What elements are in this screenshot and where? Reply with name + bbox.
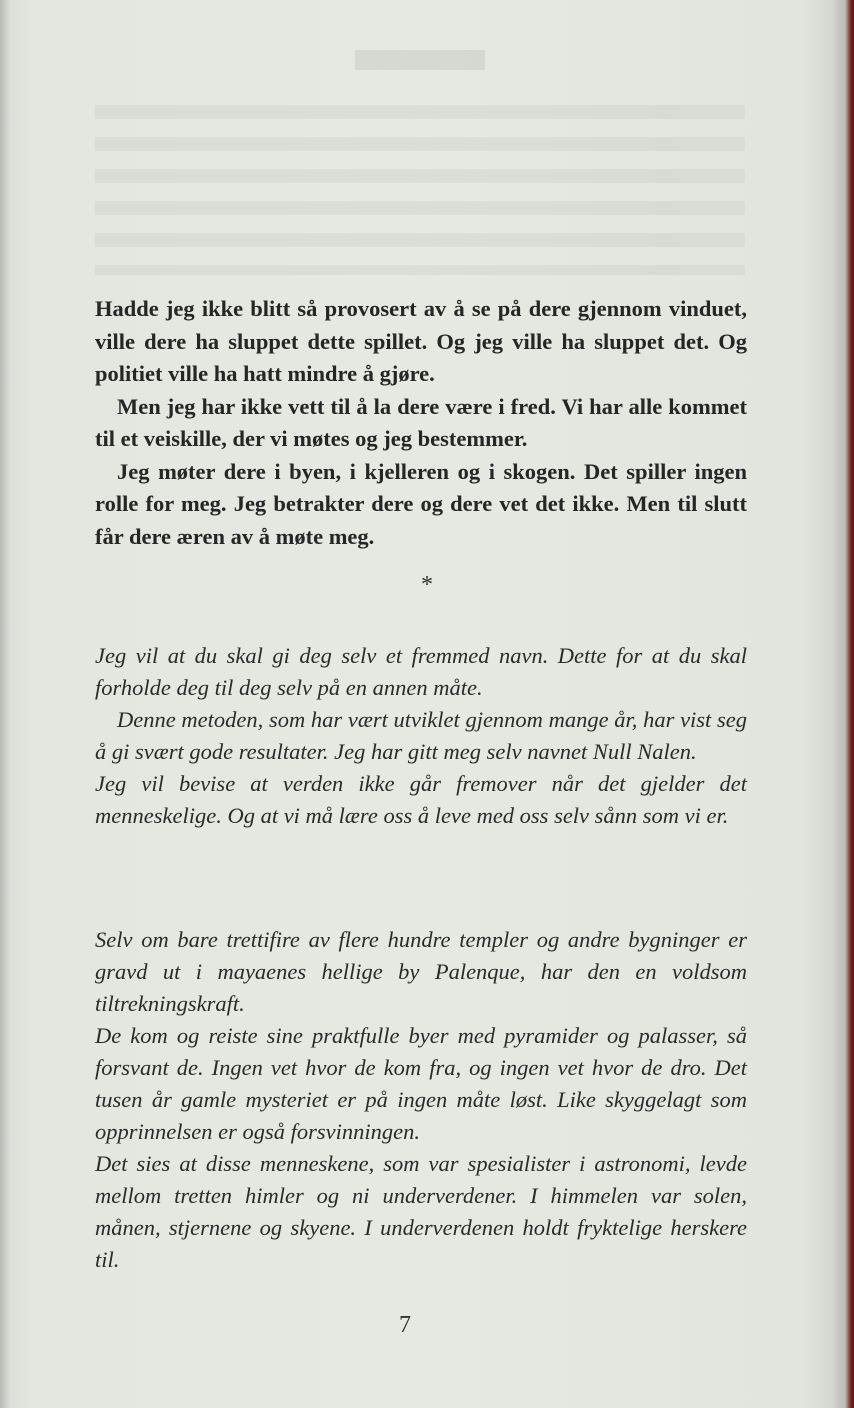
body-text-italic-second bbox=[95, 924, 747, 1276]
paragraph: Jeg vil bevise at verden ikke går fremover når det gjelder det menneskelige. Og at vi må lære oss å leve med oss selv sånn som vi er. bbox=[95, 771, 747, 828]
paragraph: De kom og reiste sine praktfulle byer med pyramider og palasser, så forsvant de. Ingen vet hvor de kom fra, og ingen vet hvor de dro. Det tusen år gamle mysteriet er på ingen måte løst. Like skyggelagt som opprinnelsen er også forsvinningen. bbox=[95, 1023, 747, 1144]
page-gutter-shadow bbox=[0, 0, 10, 1408]
paragraph: Det sies at disse menneskene, som var spesialister i astronomi, levde mellom tretten himler og ni underverdener. I himmelen var solen, månen, stjernene og skyene. I underverdenen holdt fryktelige herskere til. bbox=[95, 1151, 747, 1272]
paragraph: Hadde jeg ikke blitt så provosert av å se på dere gjennom vinduet, ville dere ha sluppet dette spillet. Og jeg ville ha sluppet det. Og politiet ville ha hatt mindre å gjøre. bbox=[95, 296, 747, 386]
page-edge-shadow bbox=[832, 0, 854, 1408]
body-text-roman bbox=[95, 293, 747, 553]
paragraph: Jeg vil at du skal gi deg selv et fremmed navn. Dette for at du skal forholde deg til deg selv på en annen måte. bbox=[95, 643, 747, 700]
body-text-italic-first bbox=[95, 640, 747, 832]
paragraph: Selv om bare trettifire av flere hundre templer og andre bygninger er gravd ut i mayaenes hellige by Palenque, har den en voldsom tiltrekningskraft. bbox=[95, 927, 747, 1016]
paragraph: Denne metoden, som har vært utviklet gjennom mange år, har vist seg å gi svært gode resultater. Jeg har gitt meg selv navnet Null Nalen. bbox=[95, 707, 747, 764]
paragraph: Jeg møter dere i byen, i kjelleren og i skogen. Det spiller ingen rolle for meg. Jeg betrakter dere og dere vet det ikke. Men til slutt får dere æren av å møte meg. bbox=[95, 458, 747, 549]
paragraph: Men jeg har ikke vett til å la dere være i fred. Vi har alle kommet til et veiskille, der vi møtes og jeg bestemmer. bbox=[95, 393, 747, 451]
bleed-through-text bbox=[95, 105, 745, 275]
page-number: 7 bbox=[399, 1312, 411, 1338]
section-separator: * bbox=[421, 572, 433, 598]
bleed-through-header bbox=[95, 50, 745, 70]
